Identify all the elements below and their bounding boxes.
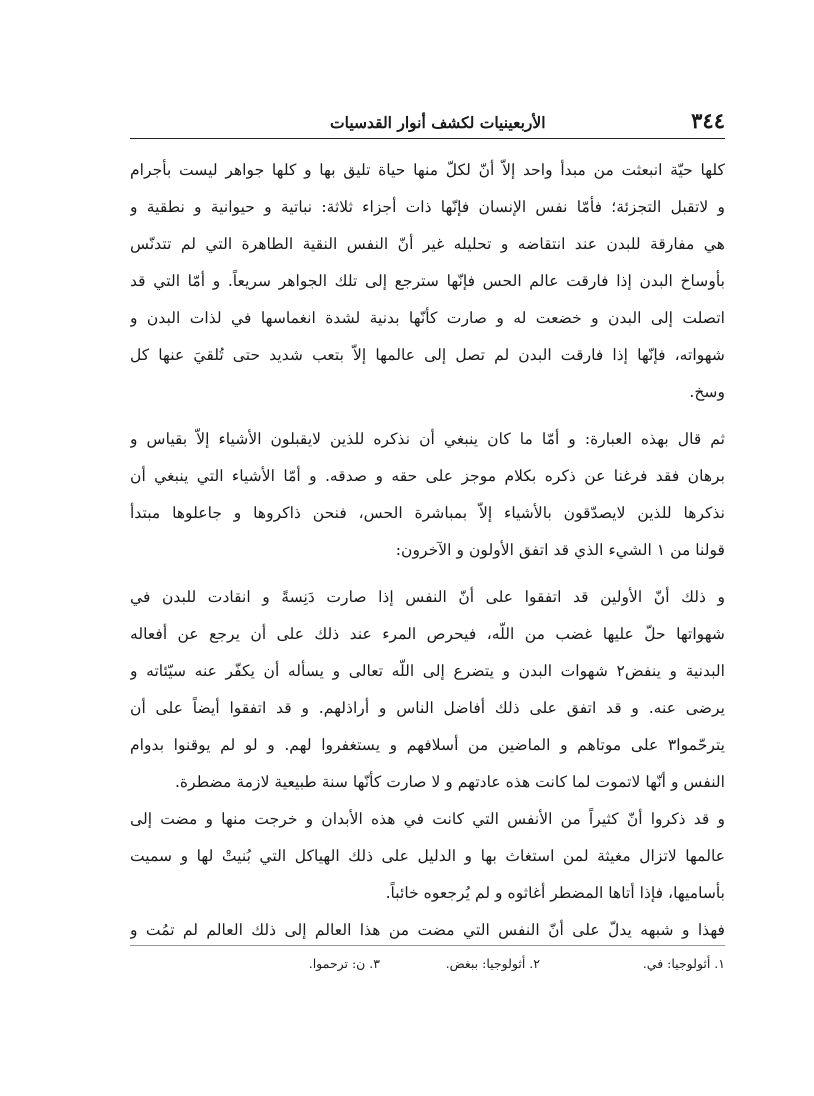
footnote-1: ١. أثولوجيا: في. bbox=[642, 956, 725, 971]
text-line: و لاتقبل التجزئة؛ فأمّا نفس الإنسان فإنّها ذات أجزاء ثلاثة: نباتية و حيوانية و نطقية و bbox=[130, 198, 725, 216]
text-line: شهواته، فإنّها إذا فارقت البدن لم تصل إلى عالمها إلاّ بتعب شديد حتى تُلقيَ عنها كل bbox=[130, 346, 725, 364]
text-line: قولنا من ١ الشيء الذي قد اتفق الأولون و الآخرون: bbox=[395, 541, 725, 559]
footnote-rule bbox=[130, 945, 725, 946]
text-line: ثم قال بهذه العبارة: و أمّا ما كان ينبغي أن نذكره للذين لايقبلون الأشياء إلاّ بقياس و bbox=[130, 430, 725, 448]
text-line: برهان فقد فرغنا عن ذكره بكلام موجز على حقه و صدقه. و أمّا الأشياء التي ينبغي أن bbox=[130, 467, 725, 485]
paragraph-gap bbox=[130, 569, 725, 579]
footnotes bbox=[130, 950, 725, 974]
text-line: اتصلت إلى البدن و خضعت له و صارت كأنّها بدنية لشدة انغماسها في لذات البدن و bbox=[130, 309, 725, 327]
text-line: هي مفارقة للبدن عند انتقاضه و تحليله غير أنّ النفس النقية الطاهرة التي لم تتدنّس bbox=[130, 235, 725, 253]
text-line: عالمها لاتزال مغيثة لمن استغاث بها و الدليل على ذلك الهياكل التي بُنيتْ لها و سميت bbox=[130, 847, 725, 865]
text-line: بأساميها، فإذا أتاها المضطر أغاثوه و لم يُرجعوه خائباً. bbox=[385, 884, 725, 902]
text-line: فهذا و شبهه يدلّ على أنّ النفس التي مضت من هذا العالم إلى ذلك العالم لم تمُت و bbox=[130, 921, 725, 939]
header-rule bbox=[130, 138, 725, 139]
text-line: وسخ. bbox=[689, 383, 725, 401]
text-line: و قد ذكروا أنّ كثيراً من الأنفس التي كانت في هذه الأبدان و خرجت منها و مضت إلى bbox=[130, 810, 725, 828]
text-line: يترحّموا٣ على موتاهم و الماضين من أسلافهم و يستغفروا لهم. و لو لم يوقنوا بدوام bbox=[130, 736, 725, 754]
running-title: الأربعينيات لكشف أنوار القدسيات bbox=[330, 113, 546, 132]
text-line: نذكرها للذين لايصدّقون بالأشياء إلاّ بمباشرة الحس، فنحن ذاكروها و جاعلوها مبتدأ bbox=[130, 504, 725, 522]
text-line: و ذلك أنّ الأولين قد اتفقوا على أنّ النفس إذا صارت دَنِسةً و انقادت للبدن في bbox=[130, 588, 725, 606]
text-line: شهواتها حلّ عليها غضب من اللّه، فيحرص المرء عند ذلك على أن يرجع عن أفعاله bbox=[130, 625, 725, 643]
text-line: يرضى عنه. و قد اتفق على ذلك أفاضل الناس و أراذلهم. و قد اتفقوا أيضاً على أن bbox=[130, 699, 725, 717]
text-line: كلها حيّة انبعثت من مبدأ واحد إلاّ أنّ لكلّ منها حياة تليق بها و كلها جواهر ليست بأجرام bbox=[130, 161, 725, 179]
footnote-3: ٣. ن: ترحموا. bbox=[308, 956, 380, 971]
text-line: النفس و أنّها لاتموت لما كانت هذه عادتهم و لا صارت كأنّها سنة طبيعية لازمة مضطرة. bbox=[174, 773, 725, 791]
text-line: بأوساخ البدن إذا فارقت عالم الحس فإنّها سترجع إلى تلك الجواهر سريعاً. و أمّا التي قد bbox=[130, 272, 725, 290]
body-text bbox=[130, 152, 725, 949]
footnote-2: ٢. أثولوجيا: ببغض. bbox=[445, 956, 540, 971]
paragraph-gap bbox=[130, 411, 725, 421]
page-number: ٣٤٤ bbox=[691, 108, 725, 133]
text-line: البدنية و ينفض٢ شهوات البدن و يتضرع إلى اللّه تعالى و يسأله أن يكفّر عنه سيّئاته و bbox=[130, 662, 725, 680]
page-header bbox=[130, 104, 725, 138]
